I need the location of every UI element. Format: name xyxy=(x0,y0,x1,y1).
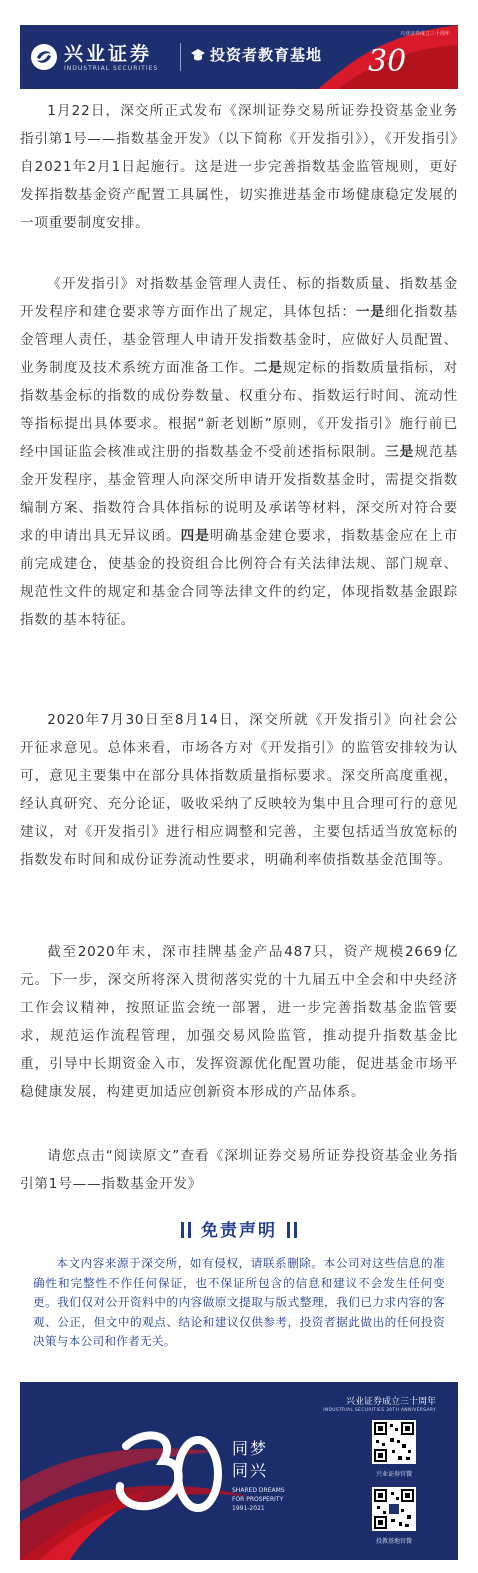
disclaimer-title-text: 免责声明 xyxy=(201,1221,277,1241)
header-banner xyxy=(20,25,458,89)
title-bar-icon xyxy=(287,1222,290,1238)
point-four-label: 四是 xyxy=(180,528,210,544)
qr-code-icon xyxy=(372,1420,416,1464)
article-paragraph-3: 2020年7月30日至8月14日，深交所就《开发指引》向社会公开征求意见。总体来看，市场各方对《开发指引》的监管安排较为认可，意见主要集中在部分具体指数质量指标要求。深交所高度重视，经认真研究、充分论证，吸收采纳了反映较为集中且合理可行的意见建议，对《开发指引》进行相应调整和完善，主要包括适当放宽标的指数发布时间和成份证券流动性要求，明确利率债指数基金范围等。 xyxy=(20,712,458,868)
p2-intro: 《开发指引》对指数基金管理人责任、标的指数质量、指数基金开发程序和建仓要求等方面作出了规定，具体包括： xyxy=(20,276,458,320)
article-paragraph-2 xyxy=(20,270,458,634)
slogan-en-line-2: FOR PROSPERITY xyxy=(232,1496,284,1503)
p2-point-two: 规定标的指数质量指标，对指数基金标的指数的成份券数量、权重分布、指数运行时间、流动性等指标提出具体要求。根据“新老划断”原则，《开发指引》施行前已经中国证监会核准或注册的指数基金不受前述指标限制。 xyxy=(20,360,458,460)
qr-code-icon xyxy=(372,1487,416,1531)
graduation-cap-icon xyxy=(190,47,206,63)
anniversary-label-en: INDUSTRIAL SECURITIES 30TH ANNIVERSARY xyxy=(323,1408,436,1413)
read-original-note: 请您点击“阅读原文”查看《深圳证券交易所证券投资基金业务指引第1号——指数基金开发》 xyxy=(20,1148,458,1192)
qr-code-education-base-official[interactable] xyxy=(372,1487,416,1531)
article-paragraph-1: 1月22日，深交所正式发布《深圳证券交易所证券投资基金业务指引第1号——指数基金开发》（以下简称《开发指引》），《开发指引》自2021年2月1日起施行。这是进一步完善指数基金监管规则，更好发挥指数基金资产配置工具属性，切实推进基金市场健康稳定发展的一项重要制度安排。 xyxy=(20,103,458,231)
company-name-en: INDUSTRIAL SECURITIES xyxy=(64,65,159,72)
title-bar-icon xyxy=(294,1222,297,1238)
footer-banner xyxy=(20,1382,458,1560)
slogan-en-line-1: SHARED DREAMS xyxy=(232,1487,285,1494)
slogan-english xyxy=(232,1486,322,1513)
slogan-line-1: 同梦 xyxy=(232,1439,269,1458)
disclaimer-title xyxy=(0,1216,478,1241)
disclaimer-body: 本文内容来源于深交所，如有侵权，请联系删除。本公司对这些信息的准确性和完整性不作任何保证，也不保证所包含的信息和建议不会发生任何变更。我们仅对公开资料中的内容做原文提取与版式整理，我们已力求内容的客观、公正，但文中的观点、结论和建议仅供参考，投资者据此做出的任何投资决策与本公司和作者无关。 xyxy=(33,1256,445,1348)
qr-code-xingye-official[interactable] xyxy=(372,1420,416,1464)
p2-point-three: 规范基金开发程序，基金管理人向深交所申请开发指数基金时，需提交指数编制方案、指数符合具体指标的说明及承诺等材料，深交所对符合要求的申请出具无异议函。 xyxy=(20,444,458,544)
point-two-label: 二是 xyxy=(253,360,283,376)
svg-text:30: 30 xyxy=(368,44,407,79)
company-name-cn: 兴业证券 xyxy=(64,43,153,65)
p2-point-one: 细化指数基金管理人责任，基金管理人申请开发指数基金时，应做好人员配置、业务制度及技术系统方面准备工作。 xyxy=(20,304,458,376)
anniversary-30-logo xyxy=(108,1416,228,1526)
anniversary-small-label: 兴业证券成立三十周年 xyxy=(399,31,450,37)
point-three-label: 三是 xyxy=(385,444,415,460)
point-one-label: 一是 xyxy=(355,304,386,320)
slogan-years: 1991-2021 xyxy=(232,1505,265,1512)
xingye-logo-icon xyxy=(30,43,58,71)
qr2-label: 投教基地官微 xyxy=(375,1538,412,1545)
p2-point-four: 明确基金建仓要求，指数基金应在上市前完成建仓，使基金的投资组合比例符合有关法律法规、部门规章、规范性文件的规定和基金合同等法律文件的约定，体现指数基金跟踪指数的基本特征。 xyxy=(20,528,458,628)
header-divider xyxy=(180,43,181,71)
slogan-line-2: 同兴 xyxy=(232,1461,269,1480)
investor-education-base-label: 投资者教育基地 xyxy=(210,46,323,64)
title-bar-icon xyxy=(188,1222,191,1238)
title-bar-icon xyxy=(181,1222,184,1238)
anniversary-label: 兴业证券成立三十周年 xyxy=(345,1397,436,1407)
article-paragraph-4: 截至2020年末，深市挂牌基金产品487只，资产规模2669亿元。下一步，深交所将深入贯彻落实党的十九届五中全会和中央经济工作会议精神，按照证监会统一部署，进一步完善指数基金监管要求，规范运作流程管理，加强交易风险监管，推动提升指数基金比重，引导中长期资金入市，发挥资源优化配置功能，促进基金市场平稳健康发展，构建更加适应创新资本形成的产品体系。 xyxy=(20,944,458,1100)
qr1-label: 兴业证券官微 xyxy=(375,1471,412,1478)
